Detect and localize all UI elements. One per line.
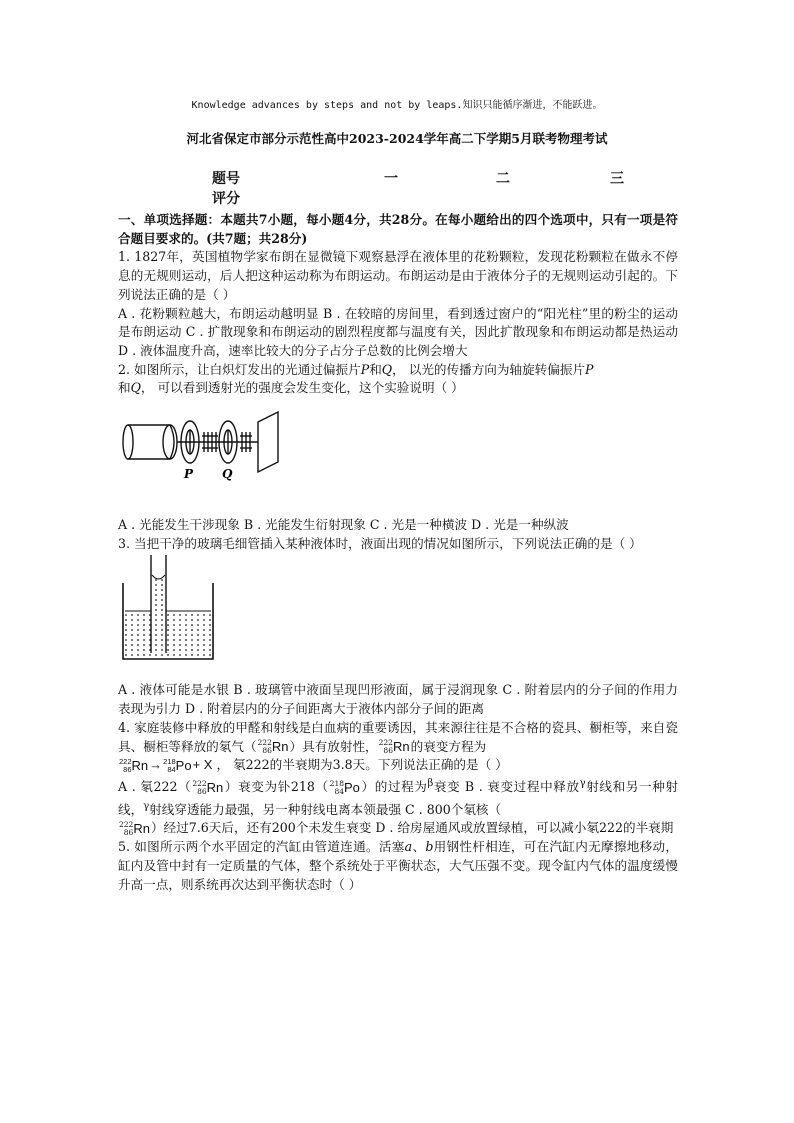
score-header-part-2: 二	[496, 171, 510, 187]
page-motto: Knowledge advances by steps and not by leaps.知识只能循序渐进，不能跃进。	[191, 100, 603, 111]
score-table-score-row	[212, 188, 652, 208]
exam-title: 河北省保定市部分示范性高中2023-2024学年高二下学期5月联考物理考试	[186, 131, 608, 146]
score-row-label: 评分	[212, 191, 240, 207]
question-2-stem: 2. 如图所示，让白炽灯发出的光通过偏振片P和Q， 以光的传播方向为轴旋转偏振片P 和Q， 可以看到透射光的强度会发生变化，这个实验说明（ ）	[118, 361, 594, 396]
score-header-part-3: 三	[610, 171, 624, 187]
score-header-part-1: 一	[384, 171, 398, 187]
question-4-stem: 4. 家庭装修中释放的甲醛和射线是白血病的重要诱因，其来源往往是不合格的瓷具、橱柜等，来自瓷具、橱柜等释放的氡气（ 222 86 Rn）具有放射性， 222 86 Rn的衰变方程为 222 86 Rn→ 218 84 Po+ X ， 氡222的半衰期为3.8天。下列说法正确的是（ ）	[118, 719, 678, 775]
polarizer-diagram	[118, 398, 678, 516]
question-5-stem: 5. 如图所示两个水平固定的汽缸由管道连通。活塞a、b用钢性杆相连，可在汽缸内无摩擦地移动，缸内及管中封有一定质量的气体，整个系统处于平衡状态，大气压强不变。现令缸内气体的温度缓慢升高一点，则系统再次达到平衡状态时（ ）	[118, 839, 678, 892]
capillary-figure	[118, 553, 678, 681]
question-1-stem: 1. 1827年，英国植物学家布朗在显微镜下观察悬浮在液体里的花粉颗粒，发现花粉颗粒在做永不停息的无规则运动，后人把这种运动称为布朗运动。布朗运动是由于液体分子的无规则运动引起的。下列说法正确的是（ ）	[118, 249, 678, 302]
question-1-options: A . 花粉颗粒越大，布朗运动越明显 B . 在较暗的房间里，看到透过窗户的“阳光柱”里的粉尘的运动是布朗运动 C . 扩散现象和布朗运动的剧烈程度都与温度有关，因此扩散现象和布朗运动都是热运动 D . 液体温度升高，速率比较大的分子占分子总数的比例会增大	[118, 305, 678, 358]
question-3-stem: 3. 当把干净的玻璃毛细管插入某种液体时，液面出现的情况如图所示，下列说法正确的是（ ）	[118, 535, 642, 551]
figure-label-p: P	[184, 467, 194, 482]
score-table	[212, 168, 652, 208]
question-4-options: A . 氡222（ 222 86 Rn）衰变为钋218（ 218 84 Po）的过程为$^\beta$衰变 B . 衰变过程中释放$^\gamma$射线和另一种射线，$^\gamma$射线穿透能力最强，另一种射线电离本领最强 C . 800个氡核（ 222 86 Rn）经过7.6天后，还有200个未发生衰变 D . 给房屋通风或放置绿植，可以减小氡222的半衰期	[118, 778, 678, 838]
question-2-options: A . 光能发生干涉现象 B . 光能发生衍射现象 C . 光是一种横波 D . 光是一种纵波	[118, 517, 569, 533]
score-header-label: 题号	[212, 171, 240, 187]
capillary-diagram	[118, 553, 678, 681]
radon-222-nuclide: 222 86 Rn	[257, 738, 289, 756]
decay-equation: 222 86 Rn→ 218 84 Po+ X	[119, 757, 213, 775]
radon-222-nuclide: 222 86 Rn	[378, 738, 410, 756]
section-heading: 一、单项选择题：本题共7小题，每小题4分，共28分。在每小题给出的四个选项中，只有一项是符合题目要求的。(共7题；共28分)	[118, 212, 678, 246]
score-table-header-row	[212, 168, 652, 188]
question-3-options: A . 液体可能是水银 B . 玻璃管中液面呈现凹形液面，属于浸润现象 C . 附着层内的分子间的作用力表现为引力 D . 附着层内的分子间距离大于液体内部分子间的距离	[118, 682, 678, 717]
figure-label-q: Q	[222, 467, 233, 482]
polarizer-figure	[118, 398, 678, 516]
exam-content	[118, 211, 678, 895]
